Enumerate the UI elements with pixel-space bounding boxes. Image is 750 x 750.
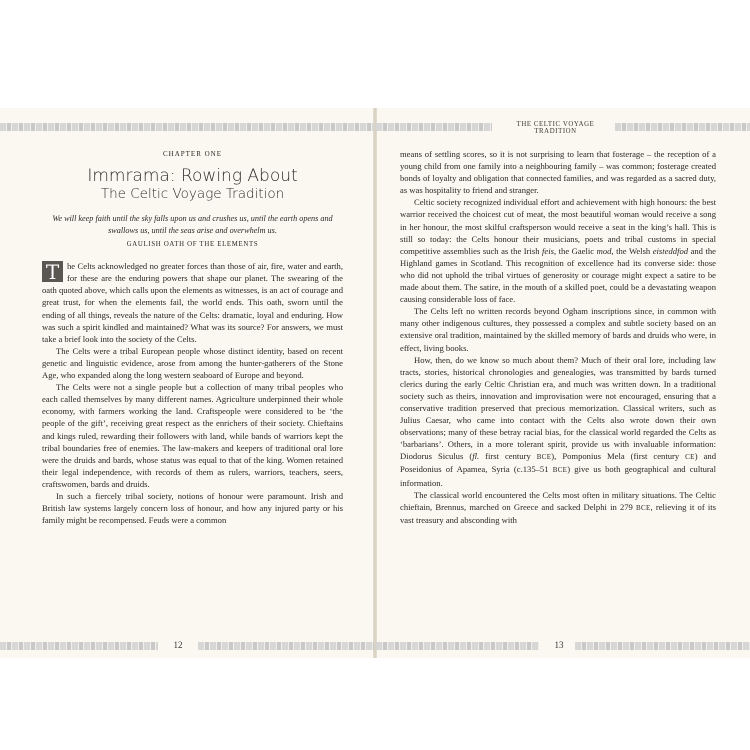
text-run: ), Pomponius Mela (first century — [551, 451, 686, 462]
text-run: , the Welsh — [611, 245, 653, 256]
epigraph: We will keep faith until the sky falls upon us and crushes us, until the earth opens and swallows us, until the seas arise and overwhelm us. — [52, 214, 333, 235]
page-number-right: 13 — [554, 640, 564, 650]
chapter-label: CHAPTER ONE — [162, 150, 223, 158]
small-caps-era: BCE — [552, 466, 568, 475]
paragraph: The Celts were a tribal European people whose distinct identity, based on recent genetic and linguistic evidence, arose from among the hunter-gatherers of the Stone Age, who expanded along the long western seaboard of Europe and beyond. — [42, 345, 343, 381]
text-run: first century — [479, 451, 537, 462]
knotwork-border-bottom-right-a — [376, 642, 539, 650]
knotwork-border-bottom-left-a — [0, 642, 158, 650]
small-caps-era: CE — [685, 453, 695, 462]
drop-cap: T — [42, 261, 63, 282]
paragraph: The Celts were not a single people but a collection of many tribal peoples who each called themselves by many different names. Agriculture underpinned their whole economy, with farmers working the land. Craftspeople were considered to be ‘the people of the gift’, receiving great respect as the enrichers of their society. Chieftains and kings ruled, rewarding their followers with land, while bands of warriors kept the tribal boundaries free of enemies. The law-makers and keepers of traditional oral lore were the druids and bards, whose status was equal to that of the king. Women retained their legal independence, with records of them as rulers, warriors, teachers, seers, craftswomen, bards and druids. — [42, 382, 343, 489]
paragraph — [400, 196, 716, 305]
italic-term: feis — [542, 245, 554, 256]
knotwork-border-top-right-b — [615, 123, 750, 131]
paragraph: In such a fiercely tribal society, notions of honour were paramount. Irish and British law systems largely concern loss of honour, and how any injured party or his family might be recompensed. Feuds were a common — [42, 490, 343, 526]
paragraph-text: he Celts acknowledged no greater forces than those of air, fire, water and earth, for these are the enduring powers that shape our planet. The swearing of the oath quoted above, which calls upon the elements as witnesses, is an act of courage and great trust, for when the elements fail, the world ends. This oath, sworn until the ending of all things, reveals the nature of the Celts: dramatic, loyal and enduring. How was such a spirit kindled and maintained? What was its source? For answers, we must take a brief look into the society of the Celts. — [42, 261, 343, 344]
chapter-subtitle: The Celtic Voyage Tradition — [100, 186, 285, 203]
knotwork-border-bottom-left-b — [198, 642, 374, 650]
chapter-title: Immrama: Rowing About — [87, 166, 298, 187]
page-number-left: 12 — [173, 640, 183, 650]
paragraph — [400, 489, 716, 526]
paragraph — [42, 260, 343, 345]
running-head: THE CELTIC VOYAGE TRADITION — [516, 121, 595, 135]
paragraph: means of settling scores, so it is not surprising to learn that fosterage – the reception of a young child from one family into a neighbouring family – was common; fosterage created bonds of loyalty and obligation that connected families, and was regarded as a sacred duty, as was hospitality to friend and stranger. — [400, 149, 716, 196]
epigraph-attribution: GAULISH OATH OF THE ELEMENTS — [126, 241, 259, 249]
text-run: ) give us both geographical and cultural information. — [400, 464, 716, 488]
knotwork-border-top-right-a — [376, 123, 492, 131]
text-run: How, then, do we know so much about them? Much of their oral lore, including law tracts, stories, historical chronologies and genealogies, was transmitted by bards turned clerics during the early Celtic Christian era, and much was written down. In a traditional society such as theirs, innovation and improvisation were not encouraged, ensuring that a conservative tradition preserved that precious memorization. Classical writers, such as Julius Caesar, who came into contact with the Celts also wrote down their own observations; many of these betray racial bias, for the classical world regarded the Celts as ‘barbarians’. Others, in a more tolerant spirit, provide us with invaluable information: Diodorus Siculus ( — [400, 354, 716, 462]
text-run: and the Highland games in Scotland. This recognition of excellence had its converse side: those who did not uphold the tribal virtues of generosity or courage might expect a satire to be made about them. The satire, in the mouth of a skilled poet, could be a devastating weapon causing considerable loss of face. — [400, 245, 716, 305]
small-caps-era: BCE — [636, 503, 651, 512]
text-run: Celtic society recognized individual effort and achievement with high honours: the best warrior received the choicest cut of meat, the most beautiful woman would receive a song in her honour, the most skilful craftsperson would receive a seat in the king’s hall. This is still so today: the Celts honour their musicians, poets and tribal customs in special competitive assemblies such as the Irish — [400, 197, 716, 256]
paragraph: The Celts left no written records beyond Ogham inscriptions since, in common with many other indigenous cultures, they possessed a complex and subtle society based on an extensive oral tradition, maintained by the skilled memory of bards and druids who were, in effect, living books. — [400, 306, 716, 353]
book-gutter — [373, 108, 377, 658]
italic-term: eisteddfod — [652, 245, 689, 256]
italic-term: fl. — [472, 451, 480, 462]
left-text-column — [42, 148, 343, 526]
text-run: ) and Poseidonius of Apamea, Syria (c.135–51 — [400, 451, 716, 475]
knotwork-border-bottom-right-b — [575, 642, 750, 650]
knotwork-border-top-left — [0, 123, 374, 131]
right-text-column — [400, 148, 716, 526]
text-run: , relieving it of its vast treasury and absconding with — [400, 501, 716, 525]
paragraph — [400, 354, 716, 489]
italic-term: mod — [596, 245, 612, 256]
text-run: The classical world encountered the Celts most often in military situations. The Celtic chieftain, Brennus, marched on Greece and sacked Delphi in 279 — [400, 489, 716, 512]
text-run: , the Gaelic — [553, 245, 597, 256]
small-caps-era: BCE — [536, 453, 552, 462]
